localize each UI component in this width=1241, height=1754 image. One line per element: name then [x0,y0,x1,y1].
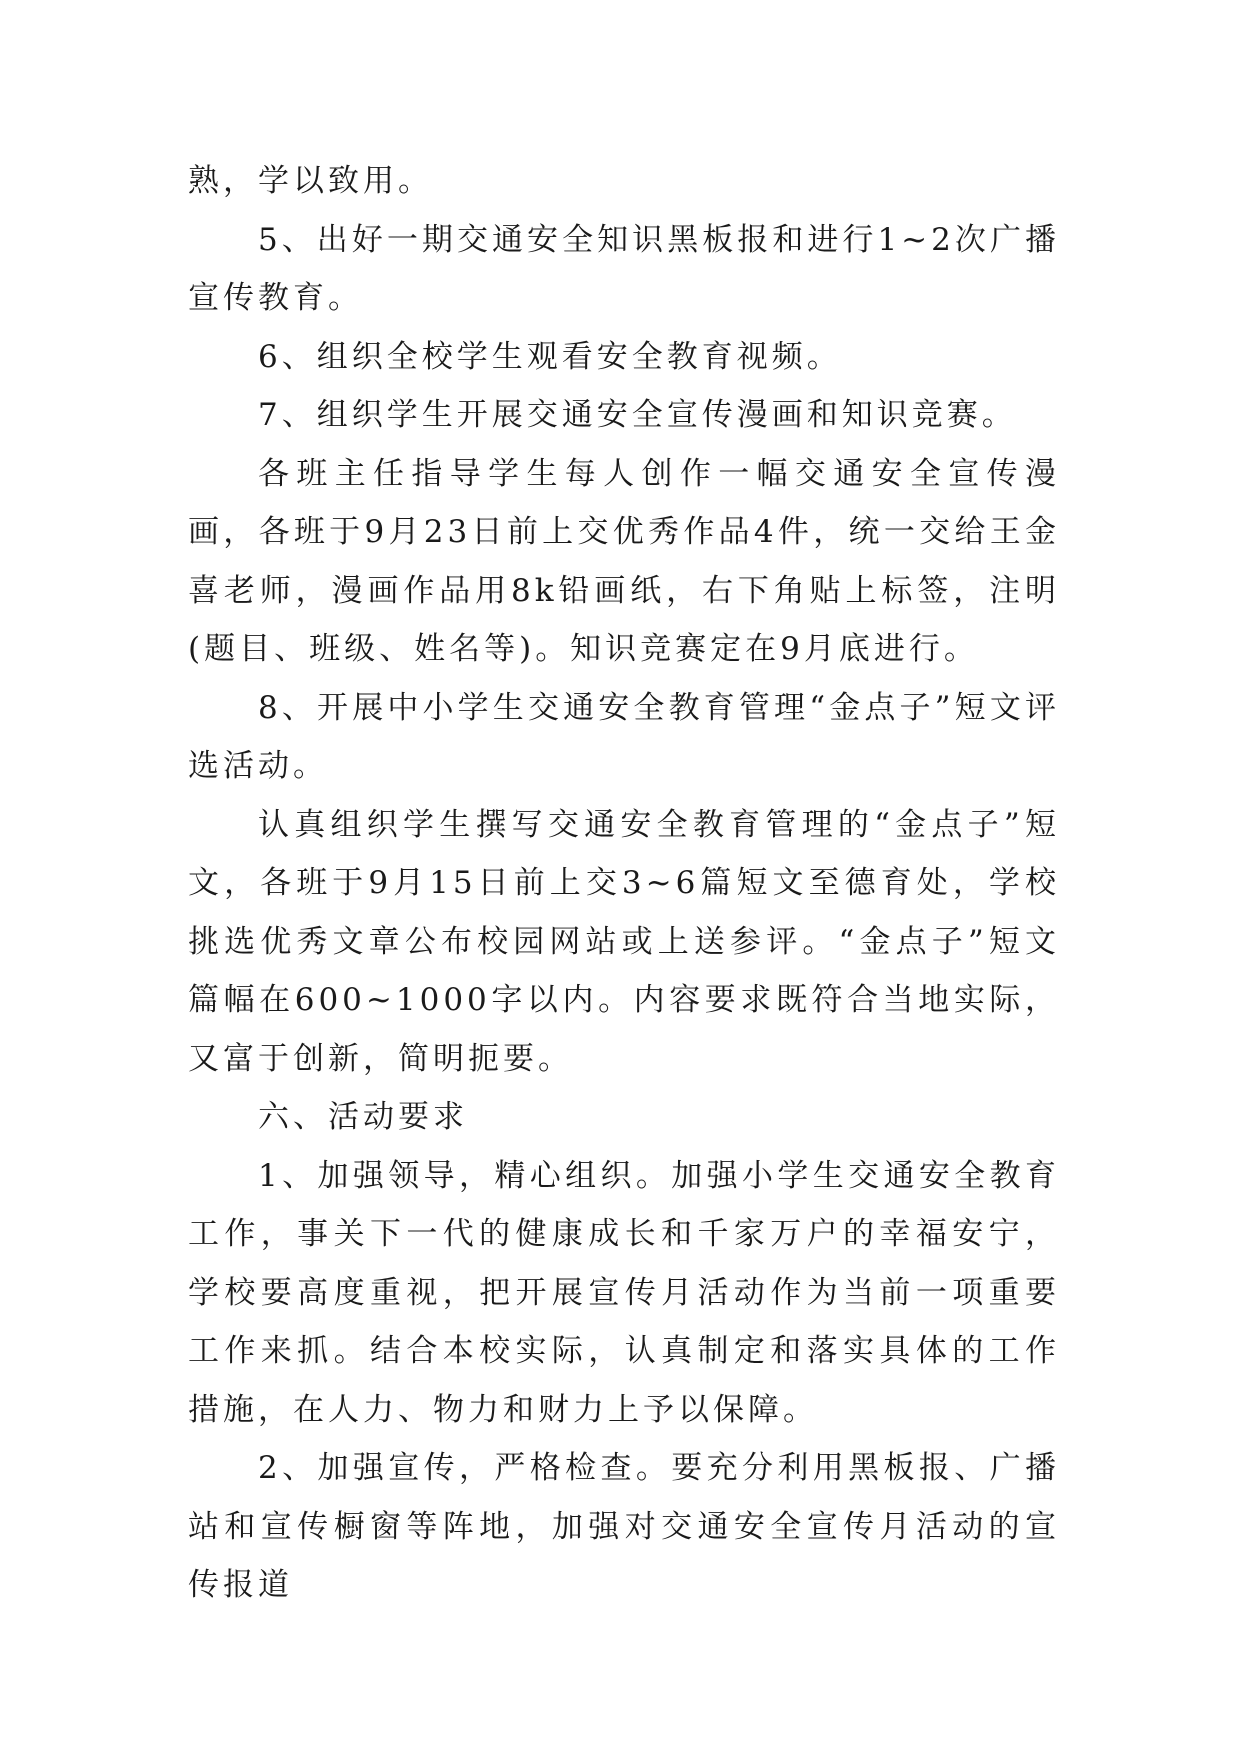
paragraph-3: 6、组织全校学生观看安全教育视频。 [258,338,842,375]
paragraph-10: 2、加强宣传，严格检查。要充分利用黑板报、广播站和宣传橱窗等阵地，加强对交通安全宣传月活动的宣传报道 [188,1450,1060,1603]
paragraph-2: 5、出好一期交通安全知识黑板报和进行1~2次广播宣传教育。 [188,221,1060,316]
paragraph-4: 7、组织学生开展交通安全宣传漫画和知识竞赛。 [258,397,1017,433]
paragraph-5: 各班主任指导学生每人创作一幅交通安全宣传漫画，各班于9月23日前上交优秀作品4件，统一交给王金喜老师，漫画作品用8k铅画纸，右下角贴上标签，注明(题目、班级、姓名等)。知识竞赛定在9月底进行。 [188,455,1060,667]
section-heading: 六、活动要求 [258,1099,468,1135]
paragraph-6: 8、开展中小学生交通安全教育管理“金点子”短文评选活动。 [188,689,1060,784]
document-body [188,152,1060,1615]
paragraph-9: 1、加强领导，精心组织。加强小学生交通安全教育工作，事关下一代的健康成长和千家万户的幸福安宁，学校要高度重视，把开展宣传月活动作为当前一项重要工作来抓。结合本校实际，认真制定和落实具体的工作措施，在人力、物力和财力上予以保障。 [188,1157,1060,1428]
paragraph-1: 熟，学以致用。 [188,163,433,199]
paragraph-7: 认真组织学生撰写交通安全教育管理的“金点子”短文，各班于9月15日前上交3~6篇短文至德育处，学校挑选优秀文章公布校园网站或上送参评。“金点子”短文篇幅在600~1000字以内。内容要求既符合当地实际，又富于创新，简明扼要。 [188,806,1060,1077]
